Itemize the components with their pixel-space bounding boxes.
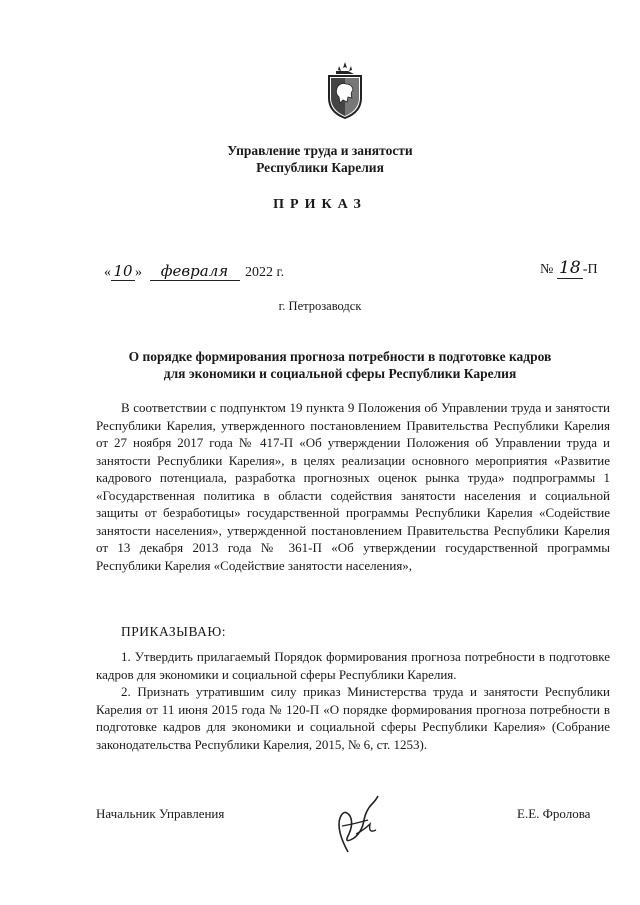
date-year: 2022 г. bbox=[245, 265, 285, 280]
city: г. Петрозаводск bbox=[278, 299, 362, 313]
document-date bbox=[104, 262, 284, 281]
preamble-paragraph: В соответствии с подпунктом 19 пункта 9 Положения об Управлении труда и занятости Республики Карелия, утвержденного постановлением Правительства Республики Карелия от 27 ноября 2017 года № 417-П «Об утверждении Положения об Управлении труда и занятости Республики Карелия», в целях реализации основного мероприятия «Развитие кадрового потенциала, разработка прогнозных оценок рынка труда» подпрограммы 1 «Государственная политика в области содействия занятости населения и социальной защиты от безработицы» государственной программы Республики Карелия «Содействие занятости населения», утвержденной постановлением Правительства Республики Карелия от 13 декабря 2013 года № 361-П «Об утверждении государственной программы Республики Карелия «Содействие занятости населения», bbox=[96, 400, 610, 573]
order-item-1: 1. Утвердить прилагаемый Порядок формирования прогноза потребности в подготовке кадров для экономики и социальной сферы Республики Карелия. bbox=[96, 649, 610, 682]
coat-of-arms-icon bbox=[326, 60, 364, 120]
signatory-name: Е.Е. Фролова bbox=[517, 806, 591, 821]
date-month: февраля bbox=[150, 262, 240, 281]
number-prefix: № bbox=[540, 262, 554, 277]
signatory-position: Начальник Управления bbox=[96, 806, 225, 821]
document-subject bbox=[80, 348, 600, 382]
organization-name-line2: Республики Карелия bbox=[256, 160, 384, 175]
handwritten-signature-icon bbox=[318, 790, 388, 858]
document-title: ПРИКАЗ bbox=[273, 197, 367, 212]
subject-line2: для экономики и социальной сферы Республики Карелия bbox=[163, 366, 517, 381]
number-suffix: -П bbox=[582, 262, 598, 277]
date-quote-open: « bbox=[104, 265, 111, 280]
preamble-block bbox=[96, 399, 610, 574]
order-word: ПРИКАЗЫВАЮ: bbox=[121, 624, 226, 639]
date-quote-close: » bbox=[135, 265, 142, 280]
number-value: 18 bbox=[557, 258, 583, 279]
order-item-2: 2. Признать утратившим силу приказ Министерства труда и занятости Республики Карелия от 11 июня 2015 года № 120-П «О порядке формирования прогноза потребности в подготовке кадров для экономики и социальной сферы Республики Карелия» (Собрание законодательства Республики Карелия, 2015, № 6, ст. 1253). bbox=[96, 684, 610, 752]
date-day: 10 bbox=[111, 262, 135, 281]
order-items bbox=[96, 648, 610, 753]
subject-line1: О порядке формирования прогноза потребности в подготовке кадров bbox=[128, 349, 552, 364]
document-number bbox=[540, 258, 598, 279]
organization-name-line1: Управление труда и занятости bbox=[227, 143, 413, 158]
